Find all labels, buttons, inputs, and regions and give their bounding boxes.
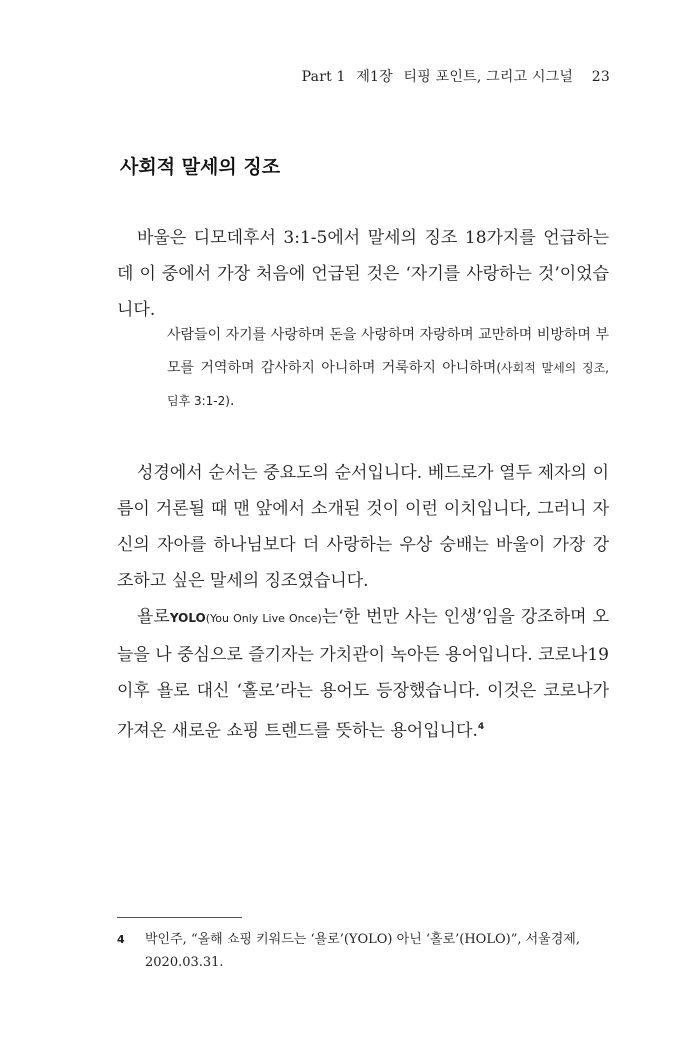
footnote-divider	[117, 917, 242, 918]
footnote	[117, 928, 617, 974]
header-chapter-title: 티핑 포인트, 그리고 시그널	[403, 69, 574, 85]
header-part: Part 1	[301, 69, 346, 85]
yolo-term	[170, 611, 322, 625]
yolo-body: 는‘한 번만 사는 인생’임을 강조하며 오늘을 나 중심으로 즐기자는 가치관이 녹아든 용어입니다. 코로나19 이후 욜로 대신 ‘홀로’라는 용어도 등장했습니다. 이것은 코로나가 가져온 새로운 쇼핑 트렌드를 뜻하는 용어입니다.	[117, 607, 610, 741]
quote-citation: (사회적 말세의 징조, 딤후 3:1-2)	[167, 361, 609, 408]
footnote-text: 박인주, “올해 쇼핑 키워드는 ‘욜로’(YOLO) 아닌 ‘홀로’(HOLO)”, 서울경제, 2020.03.31.	[145, 932, 580, 970]
quote-end: .	[229, 393, 235, 409]
page-number: 23	[591, 69, 610, 85]
paragraph-order: 성경에서 순서는 중요도의 순서입니다. 베드로가 열두 제자의 이름이 거론될 때 맨 앞에서 소개된 것이 이런 이치입니다, 그러니 자신의 자아를 하나님보다 더 사랑하는 우상 숭배는 바울이 가장 강조하고 싶은 말세의 징조였습니다.	[117, 463, 609, 591]
footnote-number: 4	[117, 933, 125, 946]
paragraph-yolo	[117, 599, 609, 749]
yolo-term-expansion: (You Only Live Once)	[205, 612, 322, 625]
footnote-reference[interactable]: 4	[477, 722, 485, 732]
header-chapter: 제1장	[356, 69, 393, 85]
running-header	[296, 66, 610, 86]
block-quote	[167, 319, 609, 418]
quote-text: 사람들이 자기를 사랑하며 돈을 사랑하며 자랑하며 교만하며 비방하며 부모를 거역하며 감사하지 아니하며 거룩하지 아니하며	[167, 327, 609, 376]
paragraph-intro: 바울은 디모데후서 3:1-5에서 말세의 징조 18가지를 언급하는데 이 중에서 가장 처음에 언급된 것은 ‘자기를 사랑하는 것’이었습니다.	[117, 228, 609, 320]
yolo-term-word: YOLO	[169, 611, 206, 625]
section-title: 사회적 말세의 징조	[120, 156, 281, 178]
yolo-lead: 욜로	[137, 607, 170, 627]
